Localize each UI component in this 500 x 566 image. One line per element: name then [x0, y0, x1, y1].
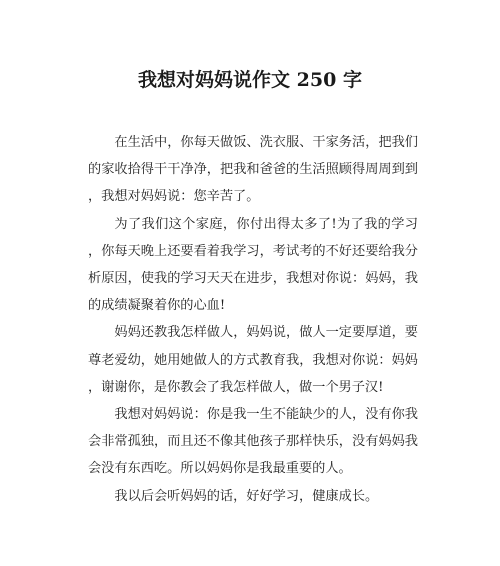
paragraph: 妈妈还教我怎样做人，妈妈说，做人一定要厚道，要尊老爱幼，她用她做人的方式教育我，我想对你说：妈妈，谢谢你，是你教会了我怎样做人，做一个男子汉! — [88, 325, 418, 395]
document-title: 我想对妈妈说作文 250 字 — [138, 69, 362, 91]
document-body — [88, 129, 418, 510]
paragraph: 为了我们这个家庭，你付出得太多了!为了我的学习，你每天晚上还要看着我学习，考试考的不好还要给我分析原因，使我的学习天天在进步，我想对你说：妈妈，我的成绩凝聚着你的心血! — [88, 216, 418, 314]
paragraph: 我以后会听妈妈的话，好好学习，健康成长。 — [114, 488, 379, 504]
paragraph: 在生活中，你每天做饭、洗衣服、干家务活，把我们的家收拾得干干净净，把我和爸爸的生活照顾得周周到到，我想对妈妈说：您辛苦了。 — [88, 135, 418, 205]
paragraph: 我想对妈妈说：你是我一生不能缺少的人，没有你我会非常孤独，而且还不像其他孩子那样快乐，没有妈妈我会没有东西吃。所以妈妈你是我最重要的人。 — [88, 407, 418, 477]
